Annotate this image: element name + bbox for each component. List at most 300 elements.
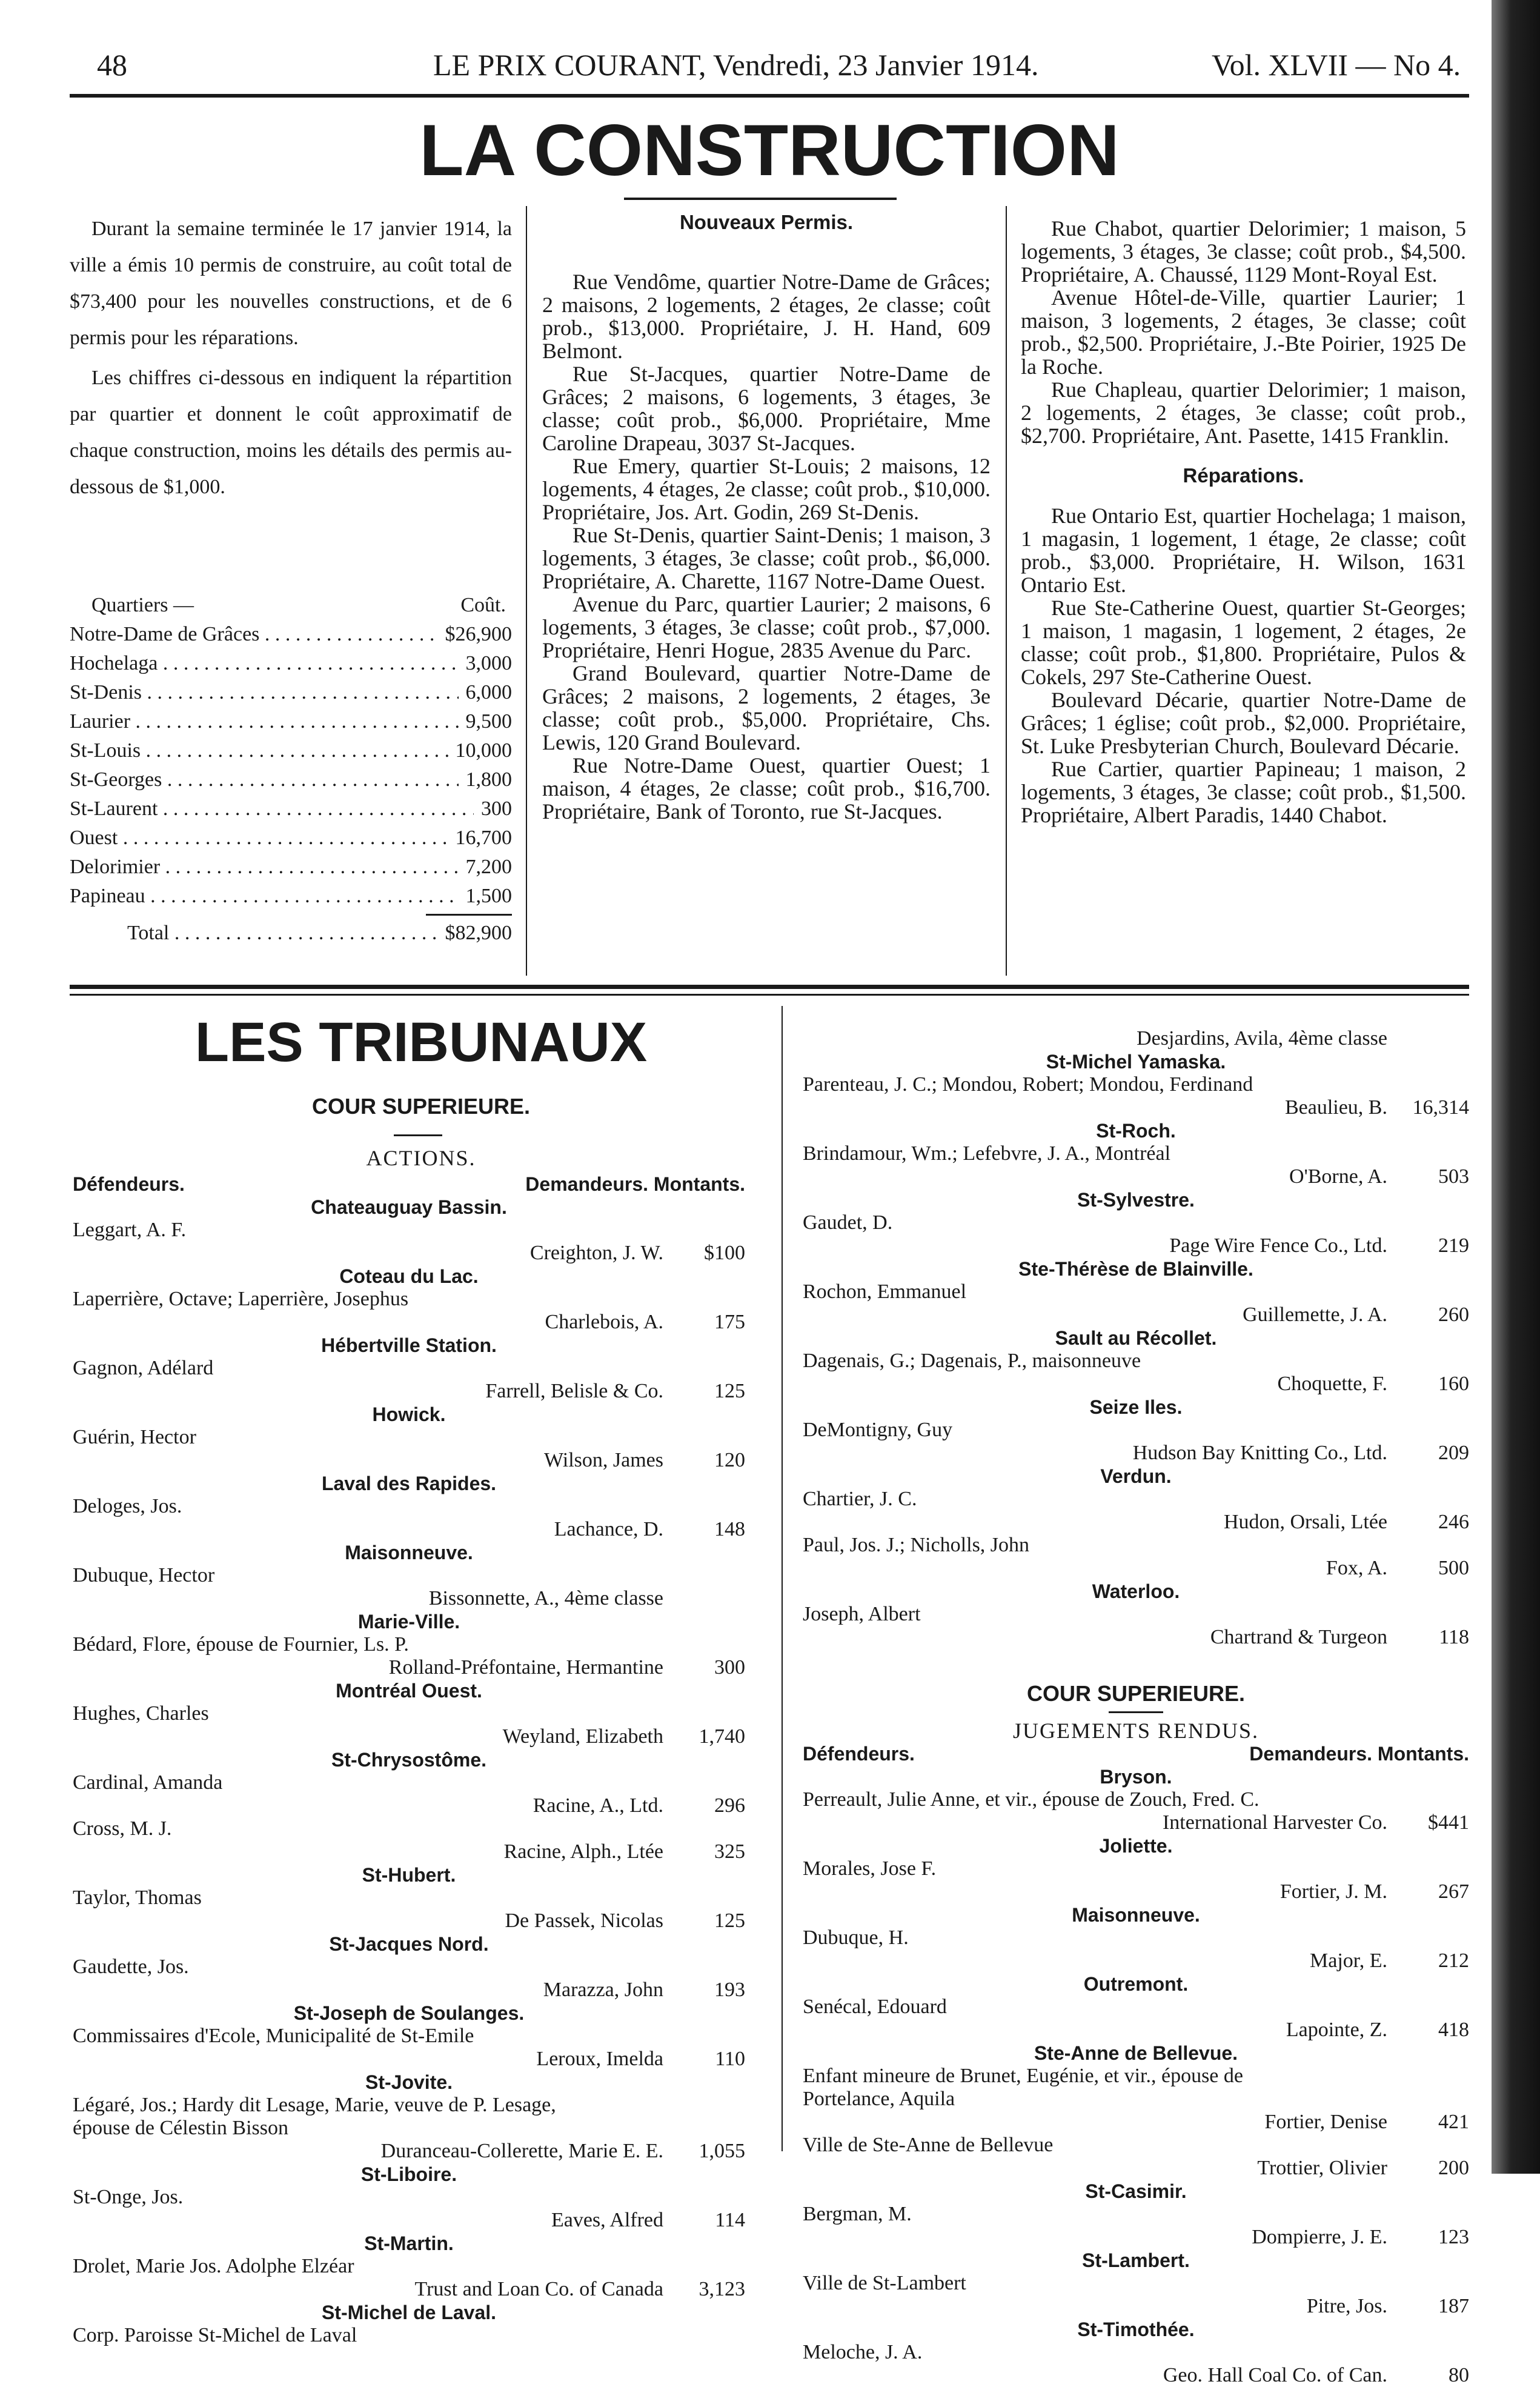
quartier-value: 10,000 [455, 739, 512, 762]
demandeur-line [803, 1557, 1469, 1580]
demandeur-line [803, 1880, 1469, 1903]
demandeur-line [803, 1811, 1469, 1834]
demandeur-line [803, 1234, 1469, 1257]
demandeur-line [73, 1794, 745, 1817]
place-heading: Verdun. [1100, 1465, 1172, 1487]
demandeur: Geo. Hall Coal Co. of Can. [1163, 2364, 1387, 2386]
list-item [73, 1956, 745, 2002]
montant: 123 [1438, 2226, 1469, 2248]
list-item [803, 1603, 1469, 1649]
defendeur: Parenteau, J. C.; Mondou, Robert; Mondou, Ferdinand [803, 1073, 1253, 1096]
defendeur: Hughes, Charles [73, 1702, 209, 1725]
place-heading: Howick. [372, 1403, 446, 1425]
montant: $100 [704, 1242, 745, 1264]
montant: 325 [714, 1840, 745, 1863]
demandeur-line [803, 1096, 1469, 1119]
list-item [73, 1702, 745, 1748]
place-heading: Sault au Récollet. [1055, 1327, 1217, 1349]
demandeur: Wilson, James [544, 1449, 663, 1471]
demandeur-line [73, 1449, 745, 1472]
demandeur: Lapointe, Z. [1286, 2019, 1387, 2041]
demandeur: Marazza, John [543, 1979, 663, 2001]
montant: 114 [715, 2209, 745, 2231]
defendeur: Ville de Ste-Anne de Bellevue [803, 2134, 1054, 2156]
place-heading: Marie-Ville. [357, 1611, 460, 1633]
tribunaux-title: LES TRIBUNAUX [194, 1011, 648, 1073]
defendeurs-header: Défendeurs. [73, 1173, 185, 1195]
demandeur: Guillemette, J. A. [1243, 1303, 1387, 1326]
demandeur: Page Wire Fence Co., Ltd. [1169, 1234, 1387, 1257]
intro-paragraph: Les chiffres ci-dessous en indiquent la répartition par quartier et donnent le coût approximatif de chaque construction, moins les détails des permis au-dessous de $1,000. [70, 367, 512, 498]
montant: 193 [714, 1979, 745, 2001]
demandeur: Racine, Alph., Ltée [503, 1840, 663, 1863]
list-item [73, 1426, 745, 1472]
column-divider [782, 1006, 783, 2151]
demandeur-line [73, 2140, 745, 2163]
column-header [73, 1173, 745, 1196]
demandeur-line [803, 1949, 1469, 1973]
table-row [70, 675, 512, 704]
demandeur: Major, E. [1310, 1949, 1387, 1972]
list-item [803, 2065, 1469, 2134]
demandeur: Trottier, Olivier [1257, 2157, 1387, 2179]
table-row [70, 850, 512, 879]
quartier-value: $26,900 [445, 623, 512, 645]
tribunaux-left-column [73, 1173, 745, 2347]
table-row [70, 791, 512, 821]
montant: 503 [1438, 1165, 1469, 1188]
place-heading: St-Hubert. [362, 1864, 456, 1886]
judgments-label: JUGEMENTS RENDUS. [1012, 1719, 1260, 1743]
table-header [70, 588, 512, 617]
demandeur: Desjardins, Avila, 4ème classe [1137, 1027, 1387, 1050]
demandeur: Trust and Loan Co. of Canada [414, 2278, 663, 2300]
defendeur: St-Onge, Jos. [73, 2186, 184, 2208]
defendeur: Drolet, Marie Jos. Adolphe Elzéar [73, 2255, 354, 2277]
actions-list-left [73, 1196, 745, 2347]
demandeur: Racine, A., Ltd. [533, 1794, 663, 1817]
list-item [73, 1633, 745, 1679]
list-item [803, 1419, 1469, 1465]
permit-entry: Avenue Hôtel-de-Ville, quartier Laurier; 1 maison, 3 logements, 2 étages, 3e classe; coût prob., $2,500. Propriétaire, J.-Bte Poirier, 1925 De la Roche. [1021, 285, 1466, 379]
demandeur-line [803, 1027, 1469, 1050]
demandeurs-header: Demandeurs. Montants. [1249, 1743, 1469, 1765]
table-header-right: Coût. [460, 594, 506, 616]
quartier-value: 9,500 [465, 710, 512, 733]
list-item [803, 1073, 1469, 1119]
demandeur: Farrell, Belisle & Co. [485, 1380, 663, 1402]
montant: 125 [714, 1909, 745, 1932]
permits-column [542, 211, 991, 823]
repair-entry: Rue Ontario Est, quartier Hochelaga; 1 maison, 1 magasin, 1 logement, 1 étage, 2e classe; coût prob., $3,000. Propriétaire, H. Wilson, 1631 Ontario Est. [1021, 504, 1466, 597]
demandeur-line [803, 1626, 1469, 1649]
montant: 187 [1438, 2295, 1469, 2317]
montant: 120 [714, 1449, 745, 1471]
montant [675, 1587, 745, 1610]
demandeur: Duranceau-Collerette, Marie E. E. [380, 2140, 663, 2162]
demandeur-line [73, 1840, 745, 1863]
montant: 16,314 [1412, 1096, 1469, 1119]
defendeur: Gaudet, D. [803, 1211, 893, 1234]
table-row [70, 762, 512, 791]
judgments-list [803, 1765, 1469, 2387]
header-rule [70, 94, 1469, 98]
quartier-value: 300 [481, 797, 512, 820]
demandeur: Rolland-Préfontaine, Hermantine [388, 1656, 663, 1679]
quartier-name: Notre-Dame de Grâces . . . [70, 623, 438, 646]
permit-entry: Grand Boulevard, quartier Notre-Dame de Grâces; 2 maisons, 2 logements, 2 étages, 3e classe; coût prob., $5,000. Propriétaire, Chs. Lewis, 120 Grand Boulevard. [542, 661, 991, 754]
defendeur: Perreault, Julie Anne, et vir., épouse de Zouch, Fred. C. [803, 1788, 1260, 1811]
list-item [803, 1280, 1469, 1327]
montant: 418 [1438, 2019, 1469, 2041]
demandeur-line [803, 1511, 1469, 1534]
column-divider [1006, 206, 1007, 976]
demandeur: Dompierre, J. E. [1252, 2226, 1387, 2248]
defendeur: Cardinal, Amanda [73, 1771, 223, 1794]
place-heading: Bryson. [1100, 1766, 1172, 1788]
demandeur-line [803, 1373, 1469, 1396]
montant: 3,123 [699, 2278, 745, 2300]
place-heading: St-Joseph de Soulanges. [293, 2002, 525, 2024]
place-heading: St-Lambert. [1082, 2249, 1190, 2271]
repair-entry: Rue Cartier, quartier Papineau; 1 maison, 2 logements, 3 étages, 3e classe; coût prob., $1,500. Propriétaire, Albert Paradis, 1440 Chabot. [1021, 757, 1466, 827]
table-row [70, 879, 512, 908]
place-heading: Joliette. [1099, 1835, 1173, 1857]
montant: 267 [1438, 1880, 1469, 1903]
permit-entry: Rue Chapleau, quartier Delorimier; 1 maison, 2 logements, 2 étages, 3e classe; coût prob., $2,700. Propriétaire, Ant. Pasette, 1415 Franklin. [1021, 378, 1466, 448]
permit-entry: Rue St-Denis, quartier Saint-Denis; 1 maison, 3 logements, 3 étages, 3e classe; coût prob., $6,000. Propriétaire, A. Charette, 1167 Notre-Dame Ouest. [542, 523, 991, 593]
list-item [803, 2341, 1469, 2387]
defendeur: Gaudette, Jos. [73, 1956, 189, 1978]
place-heading: Maisonneuve. [345, 1542, 473, 1563]
actions-label: ACTIONS. [366, 1146, 476, 1170]
defendeur: Commissaires d'Ecole, Municipalité de St-Emile [73, 2025, 474, 2047]
place-heading: Hébertville Station. [321, 1334, 497, 1356]
list-item [73, 1357, 745, 1403]
page-number: 48 [97, 48, 127, 82]
table-row [70, 821, 512, 850]
demandeur-line [73, 1656, 745, 1679]
montant [1399, 1027, 1469, 1050]
demandeur-line [803, 2226, 1469, 2249]
defendeurs-header: Défendeurs. [803, 1743, 915, 1765]
demandeur: Creighton, J. W. [529, 1242, 663, 1264]
demandeur: Leroux, Imelda [536, 2048, 663, 2070]
defendeur: Paul, Jos. J.; Nicholls, John [803, 1534, 1030, 1556]
list-item [73, 2255, 745, 2301]
demandeur: Hudson Bay Knitting Co., Ltd. [1132, 1442, 1387, 1464]
place-heading: Chateauguay Bassin. [311, 1196, 507, 1218]
demandeur-line [803, 1165, 1469, 1188]
montant: 80 [1449, 2364, 1469, 2386]
defendeur: Meloche, J. A. [803, 2341, 923, 2363]
demandeur-line [73, 1311, 745, 1334]
list-item [803, 1926, 1469, 1973]
section-rule [70, 994, 1469, 996]
montant: 500 [1438, 1557, 1469, 1579]
court-underline [394, 1134, 442, 1136]
place-heading: St-Timothée. [1077, 2319, 1195, 2340]
quartier-name: Laurier . . . [70, 710, 459, 733]
repair-entry: Rue Ste-Catherine Ouest, quartier St-Georges; 1 maison, 1 magasin, 1 logement, 2 étages, 2e classe; coût prob., $1,800. Propriétaire, Pulos & Cokels, 297 Ste-Catherine Ouest. [1021, 596, 1466, 689]
list-item [73, 2094, 745, 2163]
table-row [70, 733, 512, 762]
quartier-name: Delorimier . . . [70, 856, 459, 879]
repairs-list [1021, 504, 1466, 827]
defendeur: Morales, Jose F. [803, 1857, 937, 1880]
list-item [803, 1857, 1469, 1903]
defendeur: Corp. Paroisse St-Michel de Laval [73, 2324, 357, 2346]
journal-title: LE PRIX COURANT, Vendredi, 23 Janvier 1914. [433, 48, 1039, 82]
quartier-value: 7,200 [465, 856, 512, 878]
montant: 296 [714, 1794, 745, 1817]
scan-edge [1492, 0, 1540, 2174]
defendeur: Taylor, Thomas [73, 1886, 202, 1909]
intro-paragraph: Durant la semaine terminée le 17 janvier 1914, la ville a émis 10 permis de construire, au coût total de $73,400 pour les nouvelles constructions, et de 6 permis pour les réparations. [70, 218, 512, 349]
court-title-2: COUR SUPERIEURE. [1026, 1681, 1246, 1706]
demandeur-line [73, 1979, 745, 2002]
demandeur: Eaves, Alfred [551, 2209, 663, 2231]
defendeur: Cross, M. J. [73, 1817, 172, 1840]
demandeurs-header: Demandeurs. Montants. [525, 1173, 745, 1195]
place-heading: St-Jovite. [365, 2071, 453, 2093]
column-header [803, 1742, 1469, 1765]
list-item [73, 1219, 745, 1265]
demandeur-line [73, 1380, 745, 1403]
list-item [803, 1488, 1469, 1534]
defendeur: Ville de St-Lambert [803, 2272, 966, 2294]
montant: 118 [1439, 1626, 1469, 1648]
court-title: COUR SUPERIEURE. [311, 1094, 531, 1119]
list-item [803, 2134, 1469, 2180]
defendeur: DeMontigny, Guy [803, 1419, 953, 1441]
demandeur: Choquette, F. [1277, 1373, 1387, 1395]
list-item [73, 2186, 745, 2232]
table-total-row [70, 916, 512, 945]
montant: 125 [714, 1380, 745, 1402]
quartier-name: Papineau . . . [70, 885, 459, 908]
demandeur: Hudon, Orsali, Ltée [1223, 1511, 1387, 1533]
demandeur-line [73, 1725, 745, 1748]
defendeur: Légaré, Jos.; Hardy dit Lesage, Marie, veuve de P. Lesage, épouse de Célestin Bisson [73, 2094, 556, 2139]
permits-cont-column [1021, 217, 1466, 827]
construction-title: LA CONSTRUCTION [419, 110, 1120, 191]
place-heading: Ste-Anne de Bellevue. [1034, 2042, 1238, 2064]
montant: 260 [1438, 1303, 1469, 1326]
total-value: $82,900 [445, 922, 512, 944]
list-item [73, 2324, 745, 2347]
demandeur-line [73, 1518, 745, 1541]
permit-entry: Rue Notre-Dame Ouest, quartier Ouest; 1 maison, 4 étages, 2e classe; coût prob., $16,700. Propriétaire, Bank of Toronto, rue St-Jacques. [542, 753, 991, 824]
montant: 1,055 [699, 2140, 745, 2162]
defendeur: Brindamour, Wm.; Lefebvre, J. A., Montréal [803, 1142, 1171, 1165]
quartier-name: St-Louis . . . [70, 739, 448, 762]
place-heading: St-Casimir. [1085, 2180, 1187, 2202]
place-heading: St-Sylvestre. [1077, 1189, 1195, 1211]
list-item [73, 2025, 745, 2071]
volume-number: Vol. XLVII — No 4. [1212, 48, 1461, 82]
montant: 421 [1438, 2111, 1469, 2133]
place-heading: Seize Iles. [1089, 1396, 1183, 1418]
permits-title: Nouveaux Permis. [679, 211, 854, 233]
defendeur: Senécal, Edouard [803, 1996, 947, 2018]
defendeur: Laperrière, Octave; Laperrière, Josephus [73, 1288, 409, 1310]
place-heading: Maisonneuve. [1072, 1904, 1200, 1926]
montant: $441 [1428, 1811, 1469, 1834]
defendeur: Bédard, Flore, épouse de Fournier, Ls. P. [73, 1633, 409, 1656]
defendeur: Dubuque, Hector [73, 1564, 215, 1586]
defendeur: Bergman, M. [803, 2203, 912, 2225]
montant: 246 [1438, 1511, 1469, 1533]
table-body [70, 617, 512, 908]
demandeur: Pitre, Jos. [1306, 2295, 1387, 2317]
place-heading: St-Michel de Laval. [321, 2302, 497, 2323]
place-heading: Laval des Rapides. [321, 1473, 497, 1494]
quartier-name: St-Denis . . . [70, 681, 459, 704]
defendeur: Dagenais, G.; Dagenais, P., maisonneuve [803, 1350, 1141, 1372]
place-heading: St-Jacques Nord. [329, 1933, 489, 1955]
montant: 110 [715, 2048, 745, 2070]
montant: 212 [1438, 1949, 1469, 1972]
construction-intro [70, 211, 512, 509]
montant: 160 [1438, 1373, 1469, 1395]
defendeur: Enfant mineure de Brunet, Eugénie, et vir., épouse de Portelance, Aquila [803, 2065, 1243, 2110]
demandeur: Chartrand & Turgeon [1210, 1626, 1387, 1648]
demandeur-line [73, 2209, 745, 2232]
quartiers-table [70, 588, 512, 945]
place-heading: St-Michel Yamaska. [1046, 1051, 1226, 1073]
defendeur: Gagnon, Adélard [73, 1357, 214, 1379]
demandeur: Fox, A. [1326, 1557, 1387, 1579]
list-item [803, 1142, 1469, 1188]
place-heading: Outremont. [1083, 1973, 1189, 1995]
list-item [73, 1288, 745, 1334]
demandeur-line [73, 2048, 745, 2071]
defendeur: Guérin, Hector [73, 1426, 196, 1448]
demandeur-line [73, 2278, 745, 2301]
demandeur: Bissonnette, A., 4ème classe [428, 1587, 663, 1610]
quartier-value: 1,800 [465, 768, 512, 791]
place-heading: St-Liboire. [360, 2163, 457, 2185]
tribunaux-right-column [803, 1027, 1469, 2387]
quartier-value: 1,500 [465, 885, 512, 907]
demandeur-line [73, 1587, 745, 1610]
total-rule [426, 914, 512, 916]
montant: 300 [714, 1656, 745, 1679]
place-heading: St-Martin. [364, 2232, 454, 2254]
quartier-name: Ouest . . . [70, 827, 448, 850]
permit-entry: Rue St-Jacques, quartier Notre-Dame de Grâces; 2 maisons, 6 logements, 3 étages, 3e classe; coût prob., $6,000. Propriétaire, Mme Caroline Drapeau, 3037 St-Jacques. [542, 362, 991, 455]
quartier-name: St-Georges . . . [70, 768, 459, 791]
list-item [803, 1534, 1469, 1580]
demandeur: Lachance, D. [554, 1518, 663, 1540]
quartier-value: 3,000 [465, 652, 512, 674]
list-item [73, 1495, 745, 1541]
list-item [803, 1211, 1469, 1257]
list-item [73, 1886, 745, 1933]
court-underline [1109, 1711, 1163, 1713]
demandeur-line [803, 2111, 1469, 2134]
demandeur: Beaulieu, B. [1284, 1096, 1387, 1119]
demandeur: Fortier, J. M. [1279, 1880, 1387, 1903]
list-item [803, 2272, 1469, 2318]
montant: 148 [714, 1518, 745, 1540]
table-row [70, 704, 512, 733]
place-heading: St-Chrysostôme. [331, 1749, 487, 1771]
demandeur-line [803, 1442, 1469, 1465]
demandeur: De Passek, Nicolas [505, 1909, 663, 1932]
demandeur-line [803, 2019, 1469, 2042]
demandeur-line [803, 2295, 1469, 2318]
demandeur: Charlebois, A. [545, 1311, 663, 1333]
demandeur-line [73, 1909, 745, 1933]
list-item [803, 1350, 1469, 1396]
montant: 219 [1438, 1234, 1469, 1257]
place-heading: St-Roch. [1096, 1120, 1176, 1142]
list-item [803, 1788, 1469, 1834]
list-item [803, 1027, 1469, 1050]
permit-entry: Rue Emery, quartier St-Louis; 2 maisons, 12 logements, 4 étages, 2e classe; coût prob., $10,000. Propriétaire, Jos. Art. Godin, 269 St-Denis. [542, 454, 991, 524]
table-row [70, 617, 512, 646]
permit-entry: Rue Vendôme, quartier Notre-Dame de Grâces; 2 maisons, 2 logements, 2 étages, 2e classe; coût prob., $13,000. Propriétaire, J. H. Hand, 609 Belmont. [542, 270, 991, 363]
montant: 175 [714, 1311, 745, 1333]
repair-entry: Boulevard Décarie, quartier Notre-Dame de Grâces; 1 église; coût prob., $2,000. Propriétaire, St. Luke Presbyterian Church, Boulevard Décarie. [1021, 688, 1466, 758]
place-heading: Montréal Ouest. [336, 1680, 482, 1702]
permits-list [542, 270, 991, 823]
actions-list-right [803, 1027, 1469, 1649]
permit-entry: Rue Chabot, quartier Delorimier; 1 maison, 5 logements, 3 étages, 3e classe; coût prob., $4,500. Propriétaire, A. Chaussé, 1129 Mont-Royal Est. [1021, 216, 1466, 287]
table-row [70, 646, 512, 675]
montant: 200 [1438, 2157, 1469, 2179]
place-heading: Waterloo. [1092, 1580, 1180, 1602]
total-label: Total . . . [127, 922, 438, 945]
list-item [73, 1564, 745, 1610]
list-item [73, 1771, 745, 1817]
montant: 209 [1438, 1442, 1469, 1464]
defendeur: Chartier, J. C. [803, 1488, 917, 1510]
demandeur-line [803, 1303, 1469, 1327]
list-item [73, 1817, 745, 1863]
montant: 1,740 [699, 1725, 745, 1748]
defendeur: Joseph, Albert [803, 1603, 921, 1625]
column-divider [526, 206, 527, 976]
demandeur: Fortier, Denise [1264, 2111, 1387, 2133]
demandeur: Weyland, Elizabeth [502, 1725, 663, 1748]
defendeur: Leggart, A. F. [73, 1219, 187, 1241]
permit-entry: Avenue du Parc, quartier Laurier; 2 maisons, 6 logements, 3 étages, 3e classe; coût prob., $7,000. Propriétaire, Henri Hogue, 2835 Avenue du Parc. [542, 592, 991, 662]
table-header-left: Quartiers — [91, 594, 194, 616]
demandeur: International Harvester Co. [1162, 1811, 1387, 1834]
repairs-title: Réparations. [1183, 464, 1304, 487]
defendeur: Deloges, Jos. [73, 1495, 182, 1517]
list-item [803, 2203, 1469, 2249]
demandeur-line [803, 2157, 1469, 2180]
list-item [803, 1996, 1469, 2042]
place-heading: Ste-Thérèse de Blainville. [1018, 1258, 1253, 1280]
defendeur: Rochon, Emmanuel [803, 1280, 967, 1303]
quartier-value: 6,000 [465, 681, 512, 704]
place-heading: Coteau du Lac. [339, 1265, 479, 1287]
quartier-name: St-Laurent . . . [70, 797, 474, 821]
defendeur: Dubuque, H. [803, 1926, 909, 1949]
section-rule [70, 985, 1469, 989]
demandeur-line [73, 1242, 745, 1265]
permits-cont-list [1021, 217, 1466, 447]
quartier-name: Hochelaga . . . [70, 652, 459, 675]
demandeur-line [803, 2364, 1469, 2387]
demandeur: O'Borne, A. [1289, 1165, 1387, 1188]
title-underline [624, 198, 897, 200]
